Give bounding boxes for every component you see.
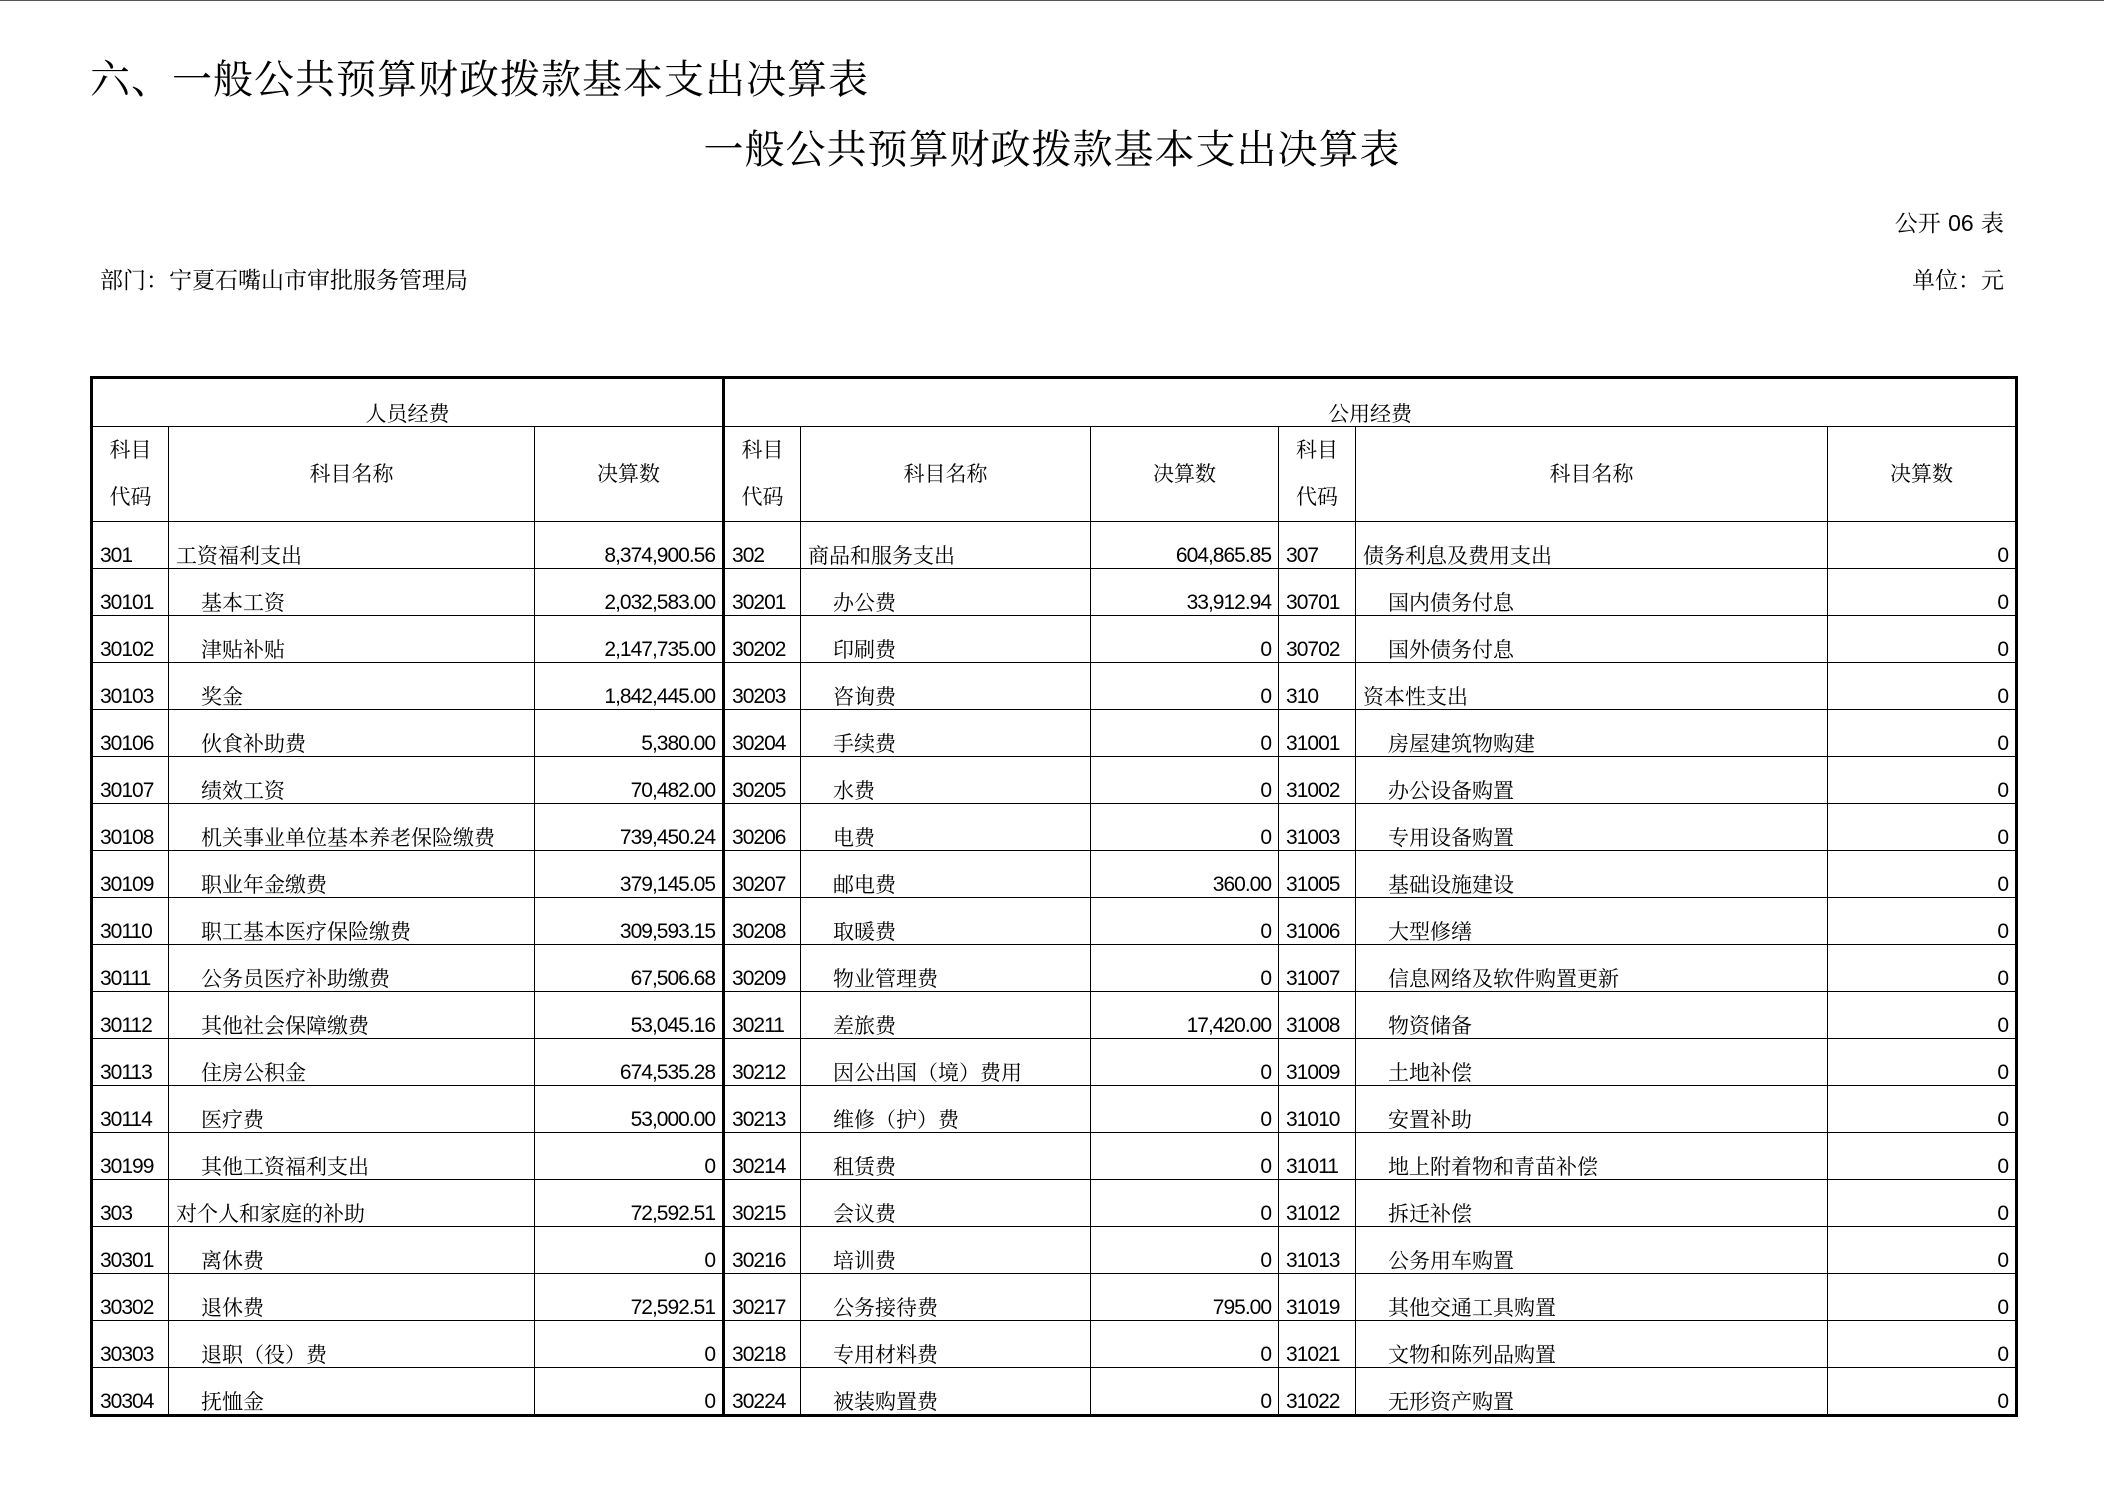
item-code: 307	[1279, 522, 1356, 569]
header-name-1: 科目名称	[169, 427, 535, 522]
item-name: 租赁费	[801, 1133, 1091, 1180]
item-code: 30217	[724, 1274, 801, 1321]
item-code: 30302	[92, 1274, 169, 1321]
item-code: 30211	[724, 992, 801, 1039]
item-name: 退休费	[169, 1274, 535, 1321]
item-name: 无形资产购置	[1356, 1368, 1828, 1416]
item-code: 310	[1279, 663, 1356, 710]
item-amount: 72,592.51	[535, 1274, 724, 1321]
table-row	[92, 1368, 2017, 1416]
item-amount: 0	[1091, 945, 1279, 992]
table-row	[92, 1086, 2017, 1133]
item-name: 其他工资福利支出	[169, 1133, 535, 1180]
item-code: 30216	[724, 1227, 801, 1274]
form-number	[1895, 205, 2004, 238]
item-amount: 0	[535, 1133, 724, 1180]
item-amount: 0	[1828, 1227, 2017, 1274]
item-amount: 0	[1828, 804, 2017, 851]
item-name: 国内债务付息	[1356, 569, 1828, 616]
table-row	[92, 898, 2017, 945]
item-name: 公务用车购置	[1356, 1227, 1828, 1274]
item-code: 30304	[92, 1368, 169, 1416]
item-code: 30101	[92, 569, 169, 616]
item-code: 31009	[1279, 1039, 1356, 1086]
item-name: 其他交通工具购置	[1356, 1274, 1828, 1321]
header-code-2	[724, 427, 801, 522]
item-name: 专用设备购置	[1356, 804, 1828, 851]
item-code: 30215	[724, 1180, 801, 1227]
item-amount: 0	[535, 1321, 724, 1368]
item-code: 30107	[92, 757, 169, 804]
item-amount: 0	[1828, 569, 2017, 616]
item-amount: 0	[1091, 1039, 1279, 1086]
department-label: 部门：宁夏石嘴山市审批服务管理局	[100, 268, 468, 294]
item-name: 绩效工资	[169, 757, 535, 804]
item-name: 房屋建筑物购建	[1356, 710, 1828, 757]
item-amount: 0	[1828, 1321, 2017, 1368]
header-name-3: 科目名称	[1356, 427, 1828, 522]
item-name: 取暖费	[801, 898, 1091, 945]
item-name: 资本性支出	[1356, 663, 1828, 710]
header-amount-1: 决算数	[535, 427, 724, 522]
expenditure-table	[90, 376, 2018, 1417]
item-amount: 604,865.85	[1091, 522, 1279, 569]
item-code: 31012	[1279, 1180, 1356, 1227]
item-name: 被装购置费	[801, 1368, 1091, 1416]
item-name: 会议费	[801, 1180, 1091, 1227]
item-amount: 0	[1828, 663, 2017, 710]
item-amount: 309,593.15	[535, 898, 724, 945]
item-name: 医疗费	[169, 1086, 535, 1133]
item-amount: 0	[1828, 1180, 2017, 1227]
item-code: 30103	[92, 663, 169, 710]
table-row	[92, 1133, 2017, 1180]
item-code: 30102	[92, 616, 169, 663]
unit-label: 单位：元	[1912, 268, 2004, 294]
item-amount: 0	[1091, 757, 1279, 804]
table-row	[92, 1321, 2017, 1368]
header-code-line2: 代码	[741, 485, 784, 509]
header-name-2: 科目名称	[801, 427, 1091, 522]
item-name: 退职（役）费	[169, 1321, 535, 1368]
item-code: 31011	[1279, 1133, 1356, 1180]
item-amount: 0	[1091, 1368, 1279, 1416]
item-code: 30111	[92, 945, 169, 992]
item-code: 303	[92, 1180, 169, 1227]
item-name: 差旅费	[801, 992, 1091, 1039]
item-code: 31005	[1279, 851, 1356, 898]
table-row	[92, 757, 2017, 804]
item-name: 基础设施建设	[1356, 851, 1828, 898]
section-heading: 六、一般公共预算财政拨款基本支出决算表	[90, 57, 869, 103]
item-code: 31001	[1279, 710, 1356, 757]
item-name: 伙食补助费	[169, 710, 535, 757]
item-amount: 0	[1828, 616, 2017, 663]
item-name: 工资福利支出	[169, 522, 535, 569]
item-name: 职业年金缴费	[169, 851, 535, 898]
item-amount: 0	[535, 1227, 724, 1274]
table-row	[92, 616, 2017, 663]
item-name: 机关事业单位基本养老保险缴费	[169, 804, 535, 851]
item-code: 30303	[92, 1321, 169, 1368]
form-number-value: 06	[1948, 210, 1974, 236]
item-amount: 0	[1828, 851, 2017, 898]
item-amount: 67,506.68	[535, 945, 724, 992]
form-number-suffix: 表	[1981, 211, 2004, 237]
item-amount: 739,450.24	[535, 804, 724, 851]
item-code: 30214	[724, 1133, 801, 1180]
item-code: 30114	[92, 1086, 169, 1133]
item-name: 信息网络及软件购置更新	[1356, 945, 1828, 992]
item-amount: 0	[1828, 522, 2017, 569]
item-code: 302	[724, 522, 801, 569]
item-name: 职工基本医疗保险缴费	[169, 898, 535, 945]
item-amount: 5,380.00	[535, 710, 724, 757]
item-amount: 8,374,900.56	[535, 522, 724, 569]
item-amount: 674,535.28	[535, 1039, 724, 1086]
item-code: 30205	[724, 757, 801, 804]
page-top-rule	[0, 0, 2104, 1]
item-code: 30301	[92, 1227, 169, 1274]
item-amount: 2,147,735.00	[535, 616, 724, 663]
item-name: 办公设备购置	[1356, 757, 1828, 804]
item-code: 30207	[724, 851, 801, 898]
item-name: 物资储备	[1356, 992, 1828, 1039]
item-amount: 72,592.51	[535, 1180, 724, 1227]
item-code: 30110	[92, 898, 169, 945]
item-amount: 0	[1828, 992, 2017, 1039]
item-code: 30702	[1279, 616, 1356, 663]
item-amount: 33,912.94	[1091, 569, 1279, 616]
item-amount: 0	[1828, 1086, 2017, 1133]
item-amount: 0	[1091, 710, 1279, 757]
header-code-line2: 代码	[1296, 485, 1339, 509]
item-amount: 0	[1091, 898, 1279, 945]
item-amount: 2,032,583.00	[535, 569, 724, 616]
item-code: 30206	[724, 804, 801, 851]
header-code-1	[92, 427, 169, 522]
item-code: 30201	[724, 569, 801, 616]
item-amount: 0	[1091, 616, 1279, 663]
item-name: 印刷费	[801, 616, 1091, 663]
header-code-line2: 代码	[109, 485, 152, 509]
table-row	[92, 1039, 2017, 1086]
item-amount: 53,045.16	[535, 992, 724, 1039]
group-personnel: 人员经费	[92, 378, 724, 427]
item-code: 31006	[1279, 898, 1356, 945]
item-name: 水费	[801, 757, 1091, 804]
item-amount: 0	[535, 1368, 724, 1416]
item-name: 住房公积金	[169, 1039, 535, 1086]
item-name: 办公费	[801, 569, 1091, 616]
header-code-line1: 科目	[1296, 438, 1339, 462]
item-code: 31010	[1279, 1086, 1356, 1133]
item-name: 培训费	[801, 1227, 1091, 1274]
header-code-line1: 科目	[109, 438, 152, 462]
item-name: 咨询费	[801, 663, 1091, 710]
table-row	[92, 1274, 2017, 1321]
table-row	[92, 569, 2017, 616]
item-code: 30106	[92, 710, 169, 757]
item-name: 国外债务付息	[1356, 616, 1828, 663]
item-name: 其他社会保障缴费	[169, 992, 535, 1039]
item-code: 30208	[724, 898, 801, 945]
item-code: 31013	[1279, 1227, 1356, 1274]
item-name: 电费	[801, 804, 1091, 851]
item-name: 因公出国（境）费用	[801, 1039, 1091, 1086]
table-row	[92, 804, 2017, 851]
item-amount: 53,000.00	[535, 1086, 724, 1133]
item-amount: 0	[1091, 1086, 1279, 1133]
item-amount: 360.00	[1091, 851, 1279, 898]
item-amount: 0	[1828, 757, 2017, 804]
header-code-3	[1279, 427, 1356, 522]
item-name: 手续费	[801, 710, 1091, 757]
item-amount: 0	[1091, 1321, 1279, 1368]
item-amount: 0	[1828, 710, 2017, 757]
item-amount: 0	[1828, 1368, 2017, 1416]
item-name: 维修（护）费	[801, 1086, 1091, 1133]
item-amount: 795.00	[1091, 1274, 1279, 1321]
item-amount: 1,842,445.00	[535, 663, 724, 710]
item-code: 30209	[724, 945, 801, 992]
item-name: 基本工资	[169, 569, 535, 616]
item-code: 30203	[724, 663, 801, 710]
item-amount: 0	[1091, 804, 1279, 851]
item-amount: 0	[1091, 663, 1279, 710]
table-row	[92, 1180, 2017, 1227]
item-code: 30199	[92, 1133, 169, 1180]
table-row	[92, 945, 2017, 992]
group-public: 公用经费	[724, 378, 2017, 427]
item-name: 文物和陈列品购置	[1356, 1321, 1828, 1368]
column-header-row	[92, 427, 2017, 522]
item-name: 债务利息及费用支出	[1356, 522, 1828, 569]
item-name: 大型修缮	[1356, 898, 1828, 945]
item-code: 30109	[92, 851, 169, 898]
item-amount: 0	[1828, 1039, 2017, 1086]
item-code: 31007	[1279, 945, 1356, 992]
table-row	[92, 663, 2017, 710]
item-code: 31022	[1279, 1368, 1356, 1416]
item-code: 30202	[724, 616, 801, 663]
item-name: 地上附着物和青苗补偿	[1356, 1133, 1828, 1180]
table-title: 一般公共预算财政拨款基本支出决算表	[703, 127, 1401, 173]
table-row	[92, 522, 2017, 569]
item-name: 拆迁补偿	[1356, 1180, 1828, 1227]
item-amount: 0	[1828, 898, 2017, 945]
item-amount: 379,145.05	[535, 851, 724, 898]
item-name: 专用材料费	[801, 1321, 1091, 1368]
item-code: 30212	[724, 1039, 801, 1086]
header-code-line1: 科目	[741, 438, 784, 462]
item-amount: 0	[1091, 1227, 1279, 1274]
item-code: 301	[92, 522, 169, 569]
item-amount: 0	[1091, 1180, 1279, 1227]
group-header-row	[92, 378, 2017, 427]
item-code: 31002	[1279, 757, 1356, 804]
item-name: 安置补助	[1356, 1086, 1828, 1133]
item-code: 30213	[724, 1086, 801, 1133]
table-row	[92, 851, 2017, 898]
table-row	[92, 710, 2017, 757]
item-amount: 0	[1828, 1274, 2017, 1321]
form-number-prefix: 公开	[1894, 211, 1941, 237]
item-name: 土地补偿	[1356, 1039, 1828, 1086]
table-row	[92, 1227, 2017, 1274]
item-name: 邮电费	[801, 851, 1091, 898]
item-amount: 0	[1091, 1133, 1279, 1180]
item-amount: 17,420.00	[1091, 992, 1279, 1039]
item-code: 30218	[724, 1321, 801, 1368]
item-code: 30112	[92, 992, 169, 1039]
header-amount-2: 决算数	[1091, 427, 1279, 522]
item-amount: 0	[1828, 1133, 2017, 1180]
item-name: 物业管理费	[801, 945, 1091, 992]
item-code: 30204	[724, 710, 801, 757]
item-amount: 70,482.00	[535, 757, 724, 804]
item-code: 30701	[1279, 569, 1356, 616]
item-name: 离休费	[169, 1227, 535, 1274]
item-name: 商品和服务支出	[801, 522, 1091, 569]
item-name: 奖金	[169, 663, 535, 710]
item-name: 抚恤金	[169, 1368, 535, 1416]
item-code: 31008	[1279, 992, 1356, 1039]
item-name: 公务接待费	[801, 1274, 1091, 1321]
item-code: 30108	[92, 804, 169, 851]
header-amount-3: 决算数	[1828, 427, 2017, 522]
item-name: 对个人和家庭的补助	[169, 1180, 535, 1227]
item-amount: 0	[1828, 945, 2017, 992]
item-code: 31003	[1279, 804, 1356, 851]
item-code: 31021	[1279, 1321, 1356, 1368]
item-name: 津贴补贴	[169, 616, 535, 663]
item-code: 31019	[1279, 1274, 1356, 1321]
table-row	[92, 992, 2017, 1039]
item-code: 30224	[724, 1368, 801, 1416]
item-code: 30113	[92, 1039, 169, 1086]
item-name: 公务员医疗补助缴费	[169, 945, 535, 992]
